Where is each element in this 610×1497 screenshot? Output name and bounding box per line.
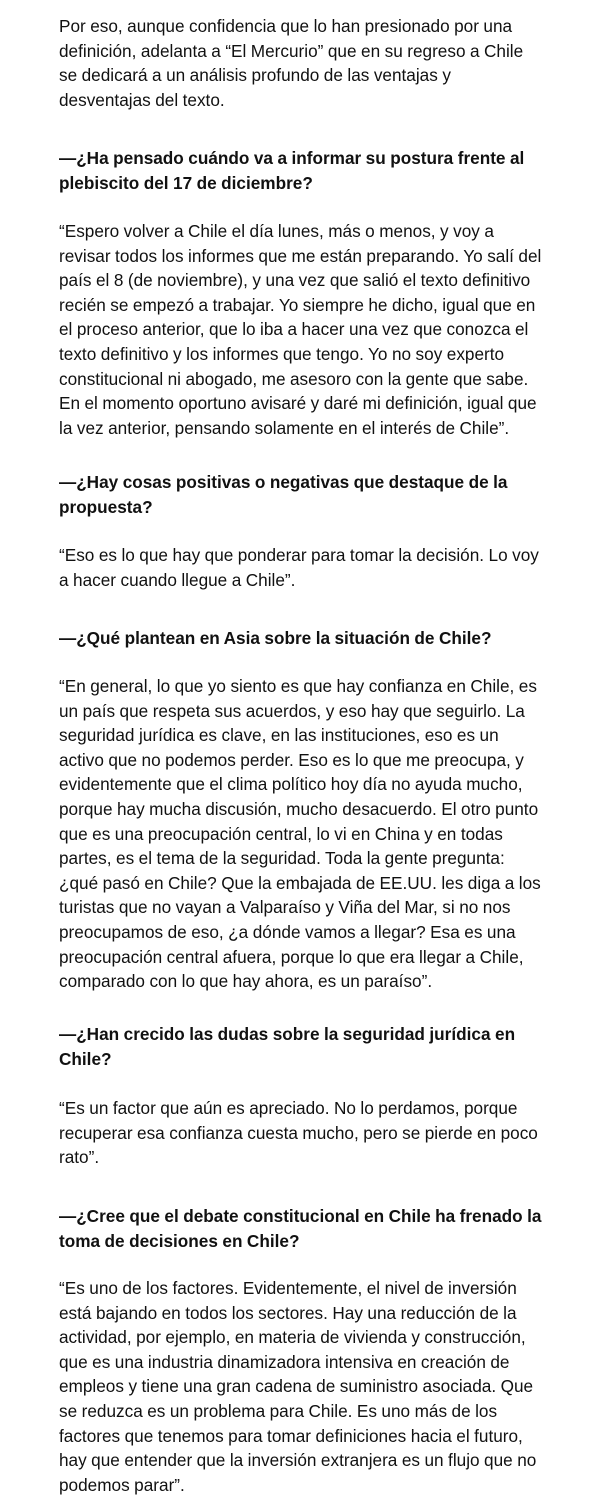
paragraph-intro: Por eso, aunque confidencia que lo han presionado por una definición, adelanta a “El Mercurio” que en su regreso a Chile se dedicará a un análisis profundo de las ventajas y desventajas del texto. <box>59 16 524 110</box>
answer-paragraph-2: “Eso es lo que hay que ponderar para tomar la decisión. Lo voy a hacer cuando llegue a Chile”. <box>59 545 539 590</box>
interview-question-5: —¿Cree que el debate constitucional en Chile ha frenado la toma de decisiones en Chile? <box>59 1206 542 1251</box>
interview-question-2: —¿Hay cosas positivas o negativas que destaque de la propuesta? <box>59 472 508 517</box>
interview-question-4: —¿Han crecido las dudas sobre la seguridad jurídica en Chile? <box>59 1024 516 1069</box>
interview-question-3: —¿Qué plantean en Asia sobre la situación de Chile? <box>59 628 492 648</box>
answer-paragraph-1: “Espero volver a Chile el día lunes, más o menos, y voy a revisar todos los informes que me están preparando. Yo salí del país el 8 (de noviembre), y una vez que salió el texto definitivo recién se empezó a trabajar. Yo siempre he dicho, igual que en el proceso anterior, que lo iba a hacer una vez que conozca el texto definitivo y los informes que tengo. Yo no soy experto constitucional ni abogado, me asesoro con la gente que sabe. En el momento oportuno avisaré y daré mi definición, igual que la vez anterior, pensando solamente en el interés de Chile”. <box>59 221 542 438</box>
answer-paragraph-5: “Es uno de los factores. Evidentemente, el nivel de inversión está bajando en todos los sectores. Hay una reducción de la actividad, por ejemplo, en materia de vivienda y construcción, que es una industria dinamizadora intensiva en creación de empleos y tiene una gran cadena de suministro asociada. Que se reduzca es un problema para Chile. Es uno más de los factores que tenemos para tomar definiciones hacia el futuro, hay que entender que la inversión extranjera es un flujo que no podemos parar”. <box>59 1278 537 1495</box>
answer-paragraph-3: “En general, lo que yo siento es que hay confianza en Chile, es un país que respeta sus acuerdos, y eso hay que seguirlo. La seguridad jurídica es clave, en las instituciones, eso es un activo que no podemos perder. Eso es lo que me preocupa, y evidentemente que el clima político hoy día no ayuda mucho, porque hay mucha discusión, mucho desacuerdo. El otro punto que es una preocupación central, lo vi en China y en todas partes, es el tema de la seguridad. Toda la gente pregunta: ¿qué pasó en Chile? Que la embajada de EE.UU. les diga a los turistas que no vayan a Valparaíso y Viña del Mar, si no nos preocupamos de eso, ¿a dónde vamos a llegar? Esa es una preocupación central afuera, porque lo que era llegar a Chile, comparado con lo que hay ahora, es un paraíso”. <box>59 676 541 992</box>
answer-paragraph-4: “Es un factor que aún es apreciado. No lo perdamos, porque recuperar esa confianza cuesta mucho, pero se pierde en poco rato”. <box>59 1098 538 1168</box>
interview-question-1: —¿Ha pensado cuándo va a informar su postura frente al plebiscito del 17 de diciembre? <box>59 148 525 193</box>
